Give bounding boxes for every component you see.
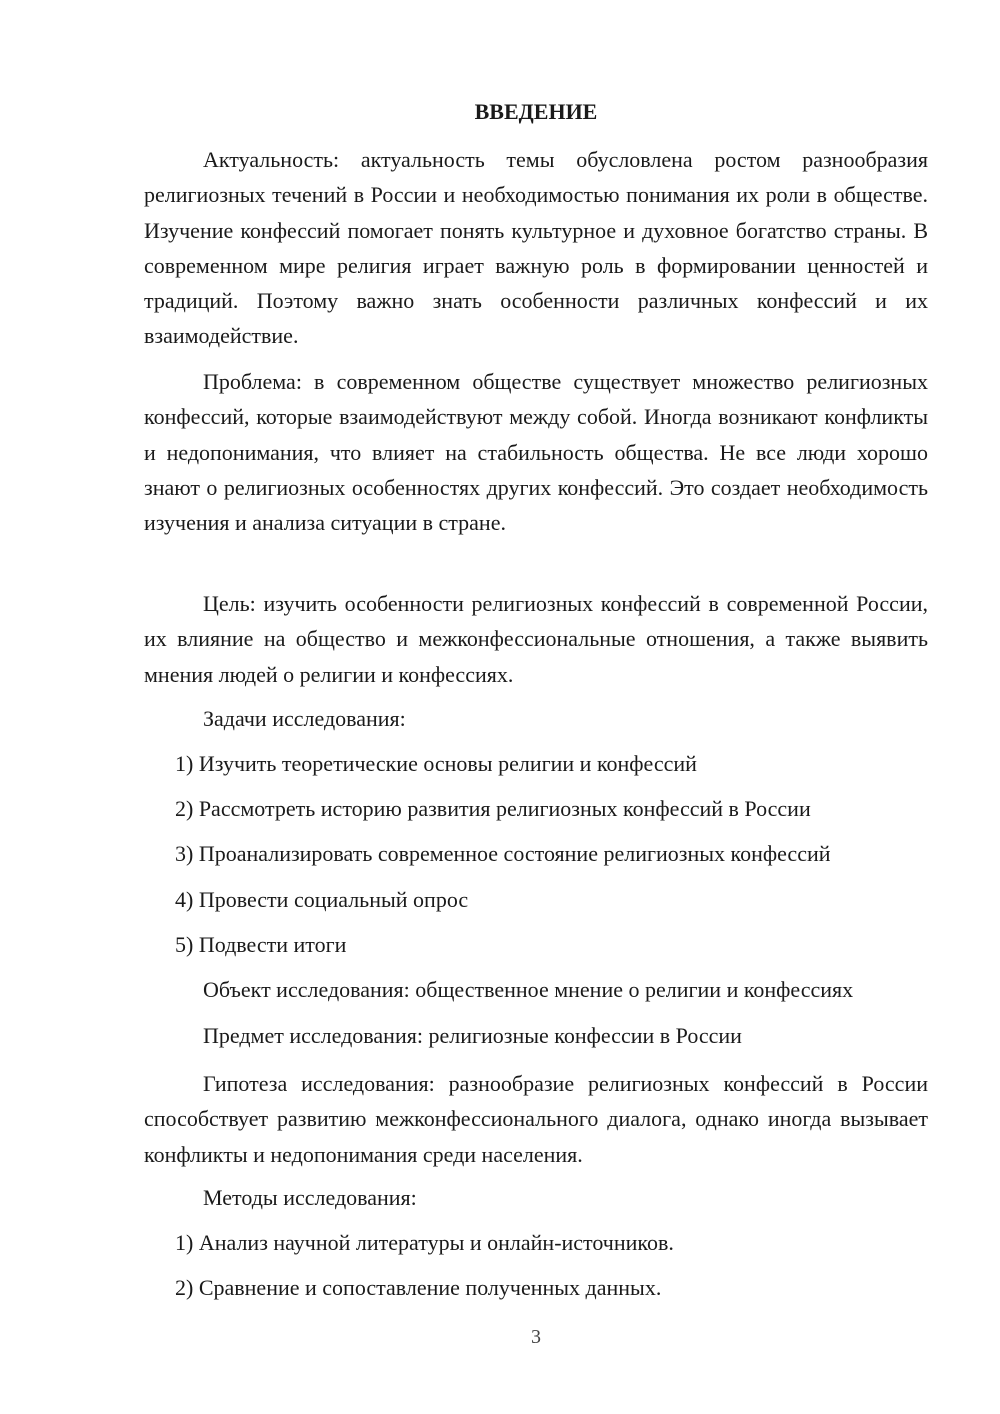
list-item-task-4: 4) Провести социальный опрос — [175, 887, 469, 912]
list-item-task-2: 2) Рассмотреть историю развития религиозных конфессий в России — [175, 796, 811, 821]
tasks-heading: Задачи исследования: — [203, 706, 406, 731]
page-title: ВВЕДЕНИЕ — [474, 99, 598, 124]
list-item-method-2: 2) Сравнение и сопоставление полученных данных. — [175, 1275, 662, 1300]
page-number: 3 — [531, 1326, 541, 1348]
list-item-task-1: 1) Изучить теоретические основы религии и конфессий — [175, 751, 697, 776]
paragraph-hypothesis: Гипотеза исследования: разнообразие религиозных конфессий в России способствует развитию межконфессионального диалога, однако иногда вызывает конфликты и недопонимания среди населения. — [144, 1071, 928, 1167]
list-item-task-3: 3) Проанализировать современное состояние религиозных конфессий — [175, 841, 831, 866]
list-item-task-5: 5) Подвести итоги — [175, 932, 347, 957]
list-item-method-1: 1) Анализ научной литературы и онлайн-источников. — [175, 1230, 674, 1255]
paragraph-problem: Проблема: в современном обществе существует множество религиозных конфессий, которые взаимодействуют между собой. Иногда возникают конфликты и недопонимания, что влияет на стабильность общества. Не все люди хорошо знают о религиозных особенностях других конфессий. Это создает необходимость изучения и анализа ситуации в стране. — [144, 369, 928, 536]
paragraph-relevance: Актуальность: актуальность темы обусловлена ростом разнообразия религиозных течений в России и необходимостью понимания их роли в обществе. Изучение конфессий помогает понять культурное и духовное богатство страны. В современном мире религия играет важную роль в формировании ценностей и традиций. Поэтому важно знать особенности различных конфессий и их взаимодействие. — [144, 147, 928, 349]
paragraph-subject: Предмет исследования: религиозные конфессии в России — [203, 1023, 742, 1048]
methods-heading: Методы исследования: — [203, 1185, 417, 1210]
paragraph-object: Объект исследования: общественное мнение о религии и конфессиях — [203, 977, 854, 1002]
paragraph-goal: Цель: изучить особенности религиозных конфессий в современной России, их влияние на общество и межконфессиональные отношения, а также выявить мнения людей о религии и конфессиях. — [144, 591, 928, 687]
